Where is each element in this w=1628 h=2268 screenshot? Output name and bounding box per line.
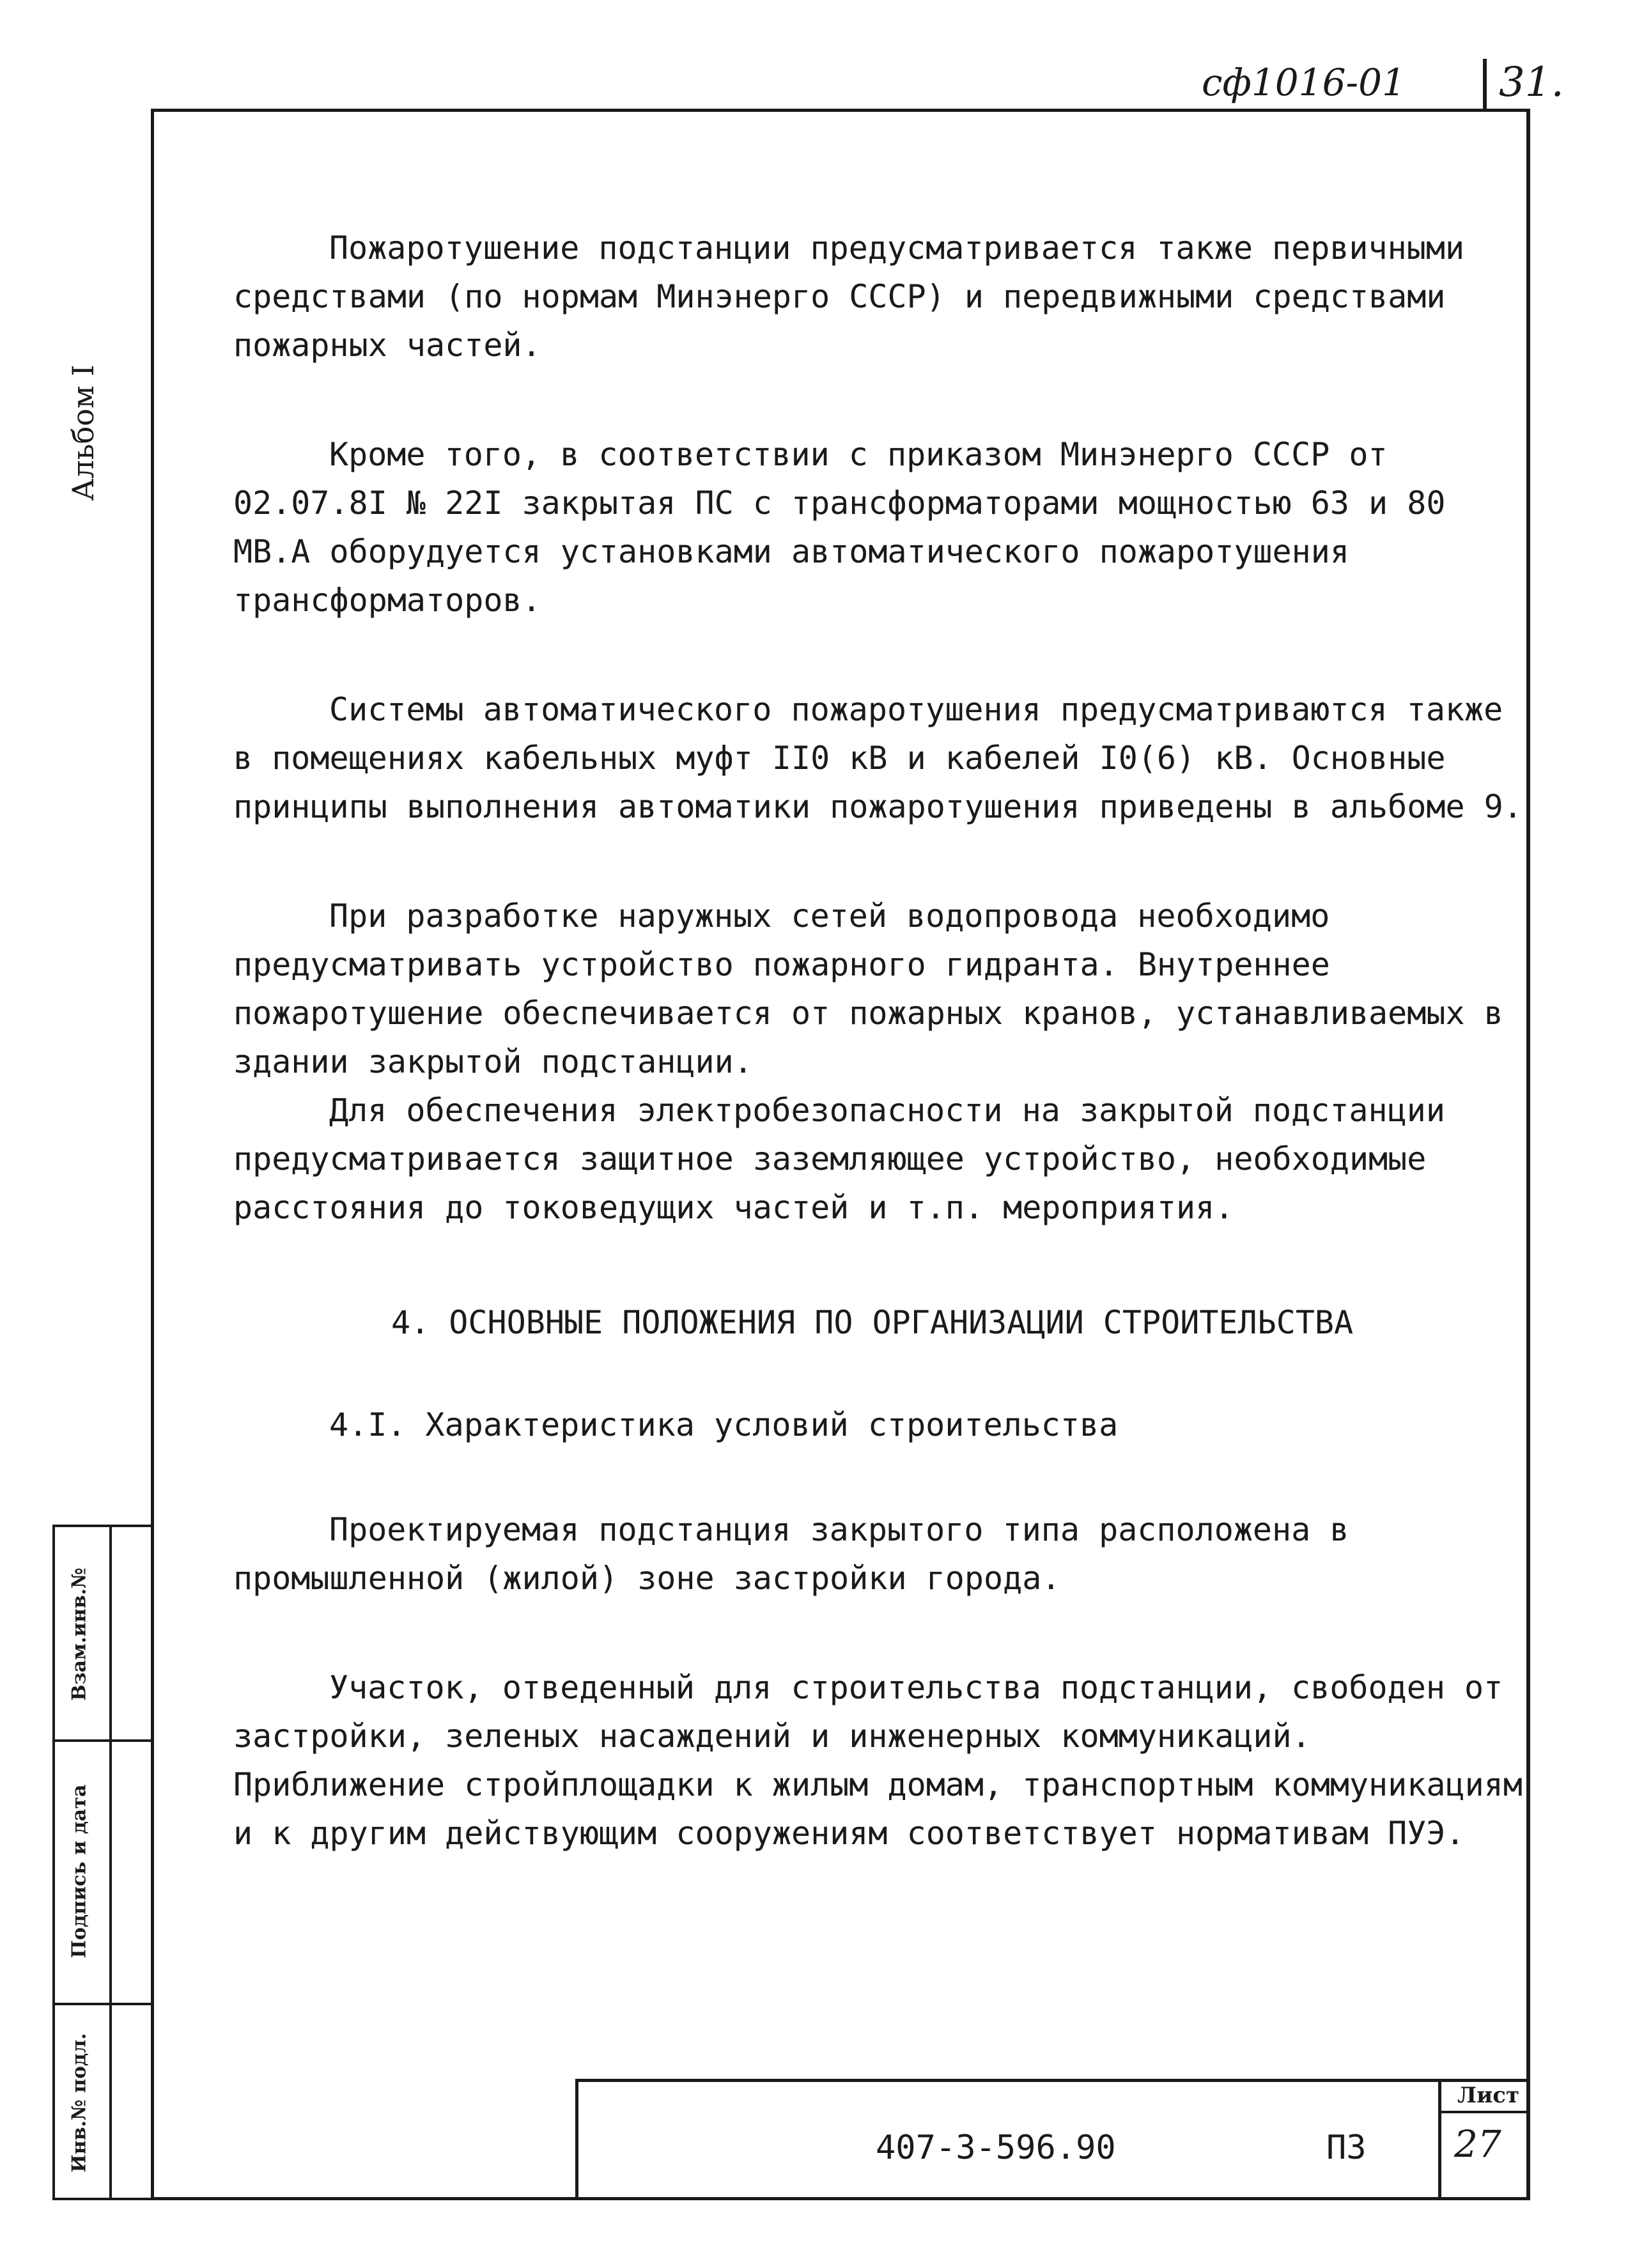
handwritten-page-number: 31. xyxy=(1499,59,1564,106)
paragraph: Для обеспечения электробезопасности на закрытой подстанции предусматривается защитное заземляющее устройство, необходимые расстояния до токоведущих частей и т.п. мероприятия. xyxy=(233,1092,1445,1226)
subsection-heading: 4.I. Характеристика условий строительства xyxy=(329,1406,1119,1443)
album-label: Альбом I xyxy=(66,364,100,501)
sheet-label: Лист xyxy=(1457,2083,1520,2108)
sheet-number: 27 xyxy=(1454,2122,1501,2166)
paragraph: Пожаротушение подстанции предусматривается также первичными средствами (по нормам Минэнерго СССР) и передвижными средствами пожарных частей. xyxy=(233,229,1465,364)
section-heading: 4. ОСНОВНЫЕ ПОЛОЖЕНИЯ ПО ОРГАНИЗАЦИИ СТРОИТЕЛЬСТВА xyxy=(391,1304,1354,1341)
sheet-cell-divider xyxy=(1438,2111,1530,2113)
side-stamp xyxy=(52,1525,153,2200)
document-code: 407-3-596.90 xyxy=(876,2129,1116,2167)
stamp-label-signature-date: Подпись и дата xyxy=(68,1784,91,1959)
stamp-cell-original xyxy=(55,2005,153,2200)
body-text-2 xyxy=(233,1505,1531,1858)
stamp-label-replace-inv: Взам.инв.№ xyxy=(68,1567,91,1701)
paragraph: Участок, отведенный для строительства подстанции, свободен от застройки, зеленых насаждений и инженерных коммуникаций. Приближение стройплощадки к жилым домам, транспортным коммуникациям и к другим действующим сооружениям соответствует нормативам ПУЭ. xyxy=(233,1669,1523,1852)
body-text xyxy=(233,224,1531,1232)
paragraph: Кроме того, в соответствии с приказом Минэнерго СССР от 02.07.8I № 22I закрытая ПС с трансформаторами мощностью 63 и 80 МВ.А оборудуется установками автоматического пожаротушения трансформаторов. xyxy=(233,436,1446,619)
paragraph: Проектируемая подстанция закрытого типа расположена в промышленной (жилой) зоне застройки города. xyxy=(233,1511,1349,1597)
paragraph: Системы автоматического пожаротушения предусматриваются также в помещениях кабельных муфт II0 кВ и кабелей I0(6) кВ. Основные принципы выполнения автоматики пожаротушения приведены в альбоме 9. xyxy=(233,691,1523,825)
stamp-cell-signature xyxy=(55,1742,153,2005)
paragraph: При разработке наружных сетей водопровода необходимо предусматривать устройство пожарного гидранта. Внутреннее пожаротушение обеспечивается от пожарных кранов, устанавливаемых в здании закрытой подстанции. xyxy=(233,897,1503,1080)
document-type: ПЗ xyxy=(1326,2129,1367,2167)
stamp-label-original-inv: Инв.№ подл. xyxy=(68,2033,91,2173)
handwritten-doc-code: сф1016-01 xyxy=(1202,61,1406,104)
stamp-cell-replace xyxy=(55,1527,153,1742)
title-block-divider xyxy=(1438,2079,1441,2200)
header-separator xyxy=(1483,59,1487,109)
